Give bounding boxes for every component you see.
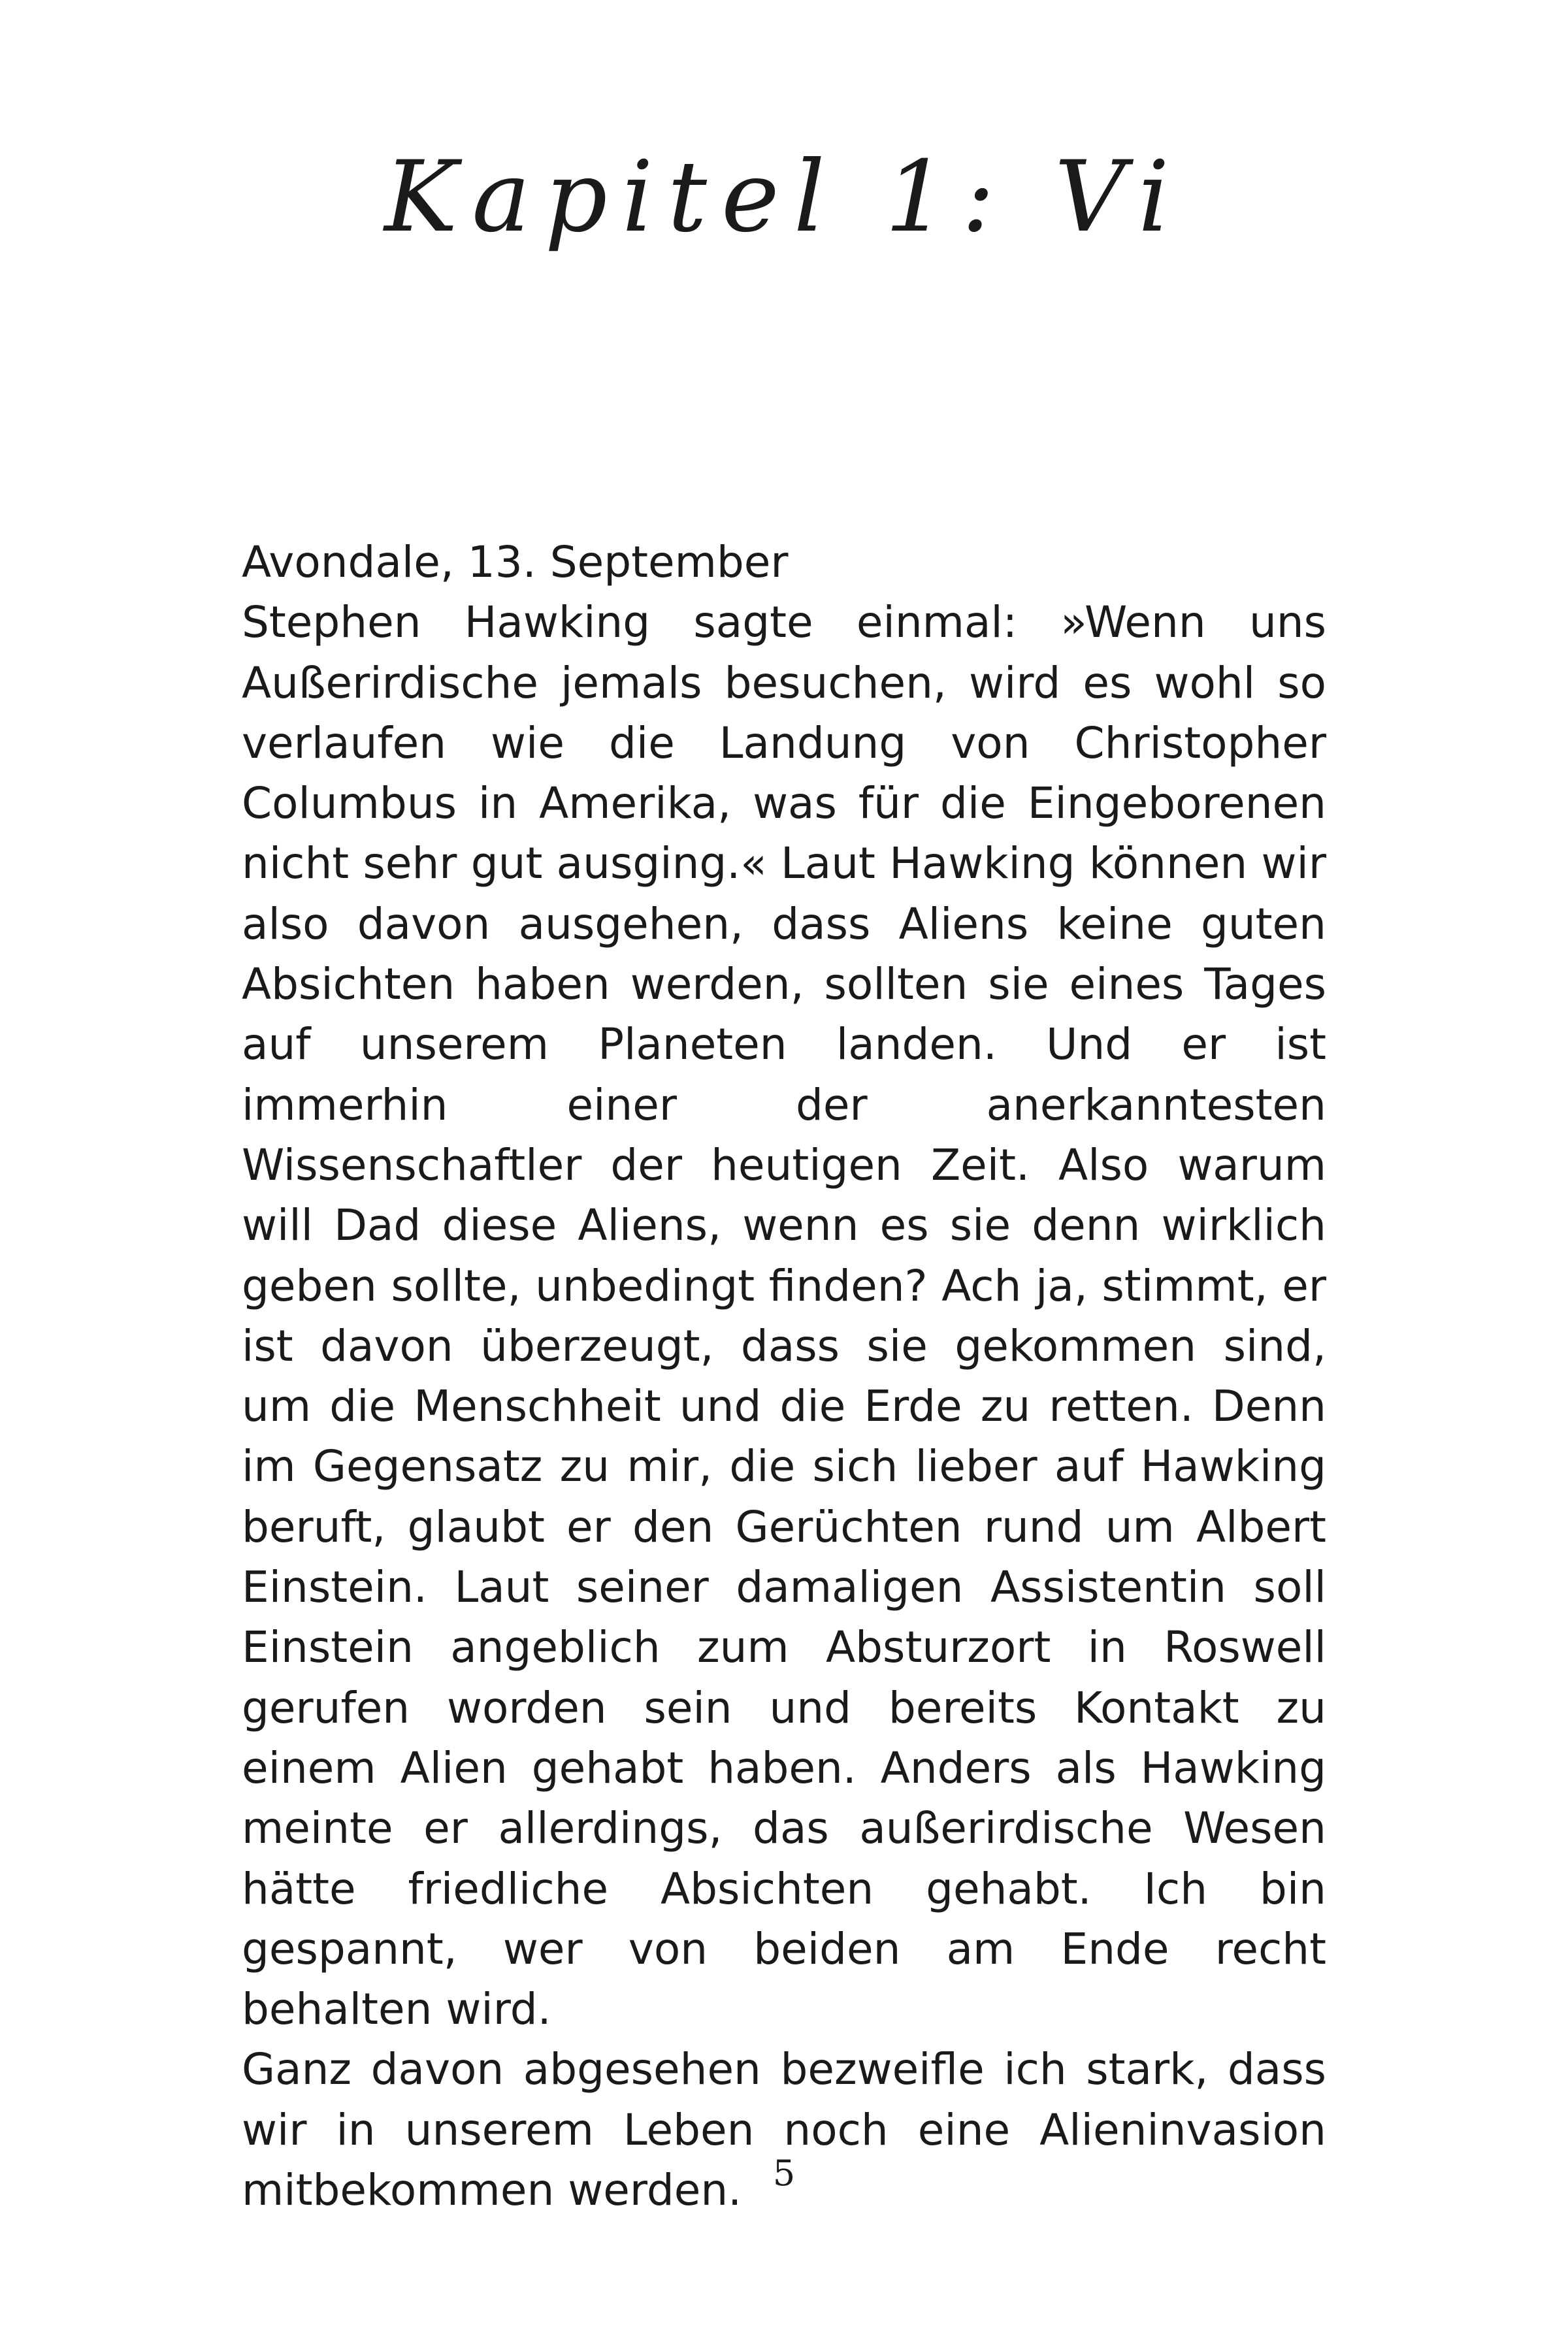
chapter-body: [242, 532, 1326, 2220]
page-number: 5: [772, 2153, 796, 2194]
dateline: Avondale, 13. September: [242, 537, 789, 587]
paragraph-1: Stephen Hawking sagte einmal: »Wenn uns Außerirdische jemals besuchen, wird es wohl so verlaufen wie die Landung von Christopher Columbus in Amerika, was für die Eingeborenen nicht sehr gut ausging.« Laut Hawking können wir also davon ausgehen, dass Aliens keine guten Absichten haben werden, sollten sie eines Tages auf unserem Planeten landen. Und er ist immerhin einer der anerkanntesten Wissenschaftler der heutigen Zeit. Also warum will Dad diese Aliens, wenn es sie denn wirklich geben sollte, unbedingt finden? Ach ja, stimmt, er ist davon überzeugt, dass sie gekommen sind, um die Menschheit und die Erde zu retten. Denn im Gegensatz zu mir, die sich lieber auf Hawking beruft, glaubt er den Gerüchten rund um Albert Einstein. Laut seiner damaligen Assistentin soll Einstein angeblich zum Absturzort in Roswell gerufen worden sein und bereits Kontakt zu einem Alien gehabt haben. Anders als Hawking meinte er allerdings, das außerirdische Wesen hätte friedliche Absichten gehabt. Ich bin gespannt, wer von beiden am Ende recht behalten wird.: [242, 597, 1326, 2035]
chapter-title: Kapitel 1: Vi: [384, 140, 1184, 254]
paragraph-2: Ganz davon abgesehen bezweifle ich stark, dass wir in unserem Leben noch eine Alieninvasion mitbekommen werden.: [242, 2044, 1326, 2216]
